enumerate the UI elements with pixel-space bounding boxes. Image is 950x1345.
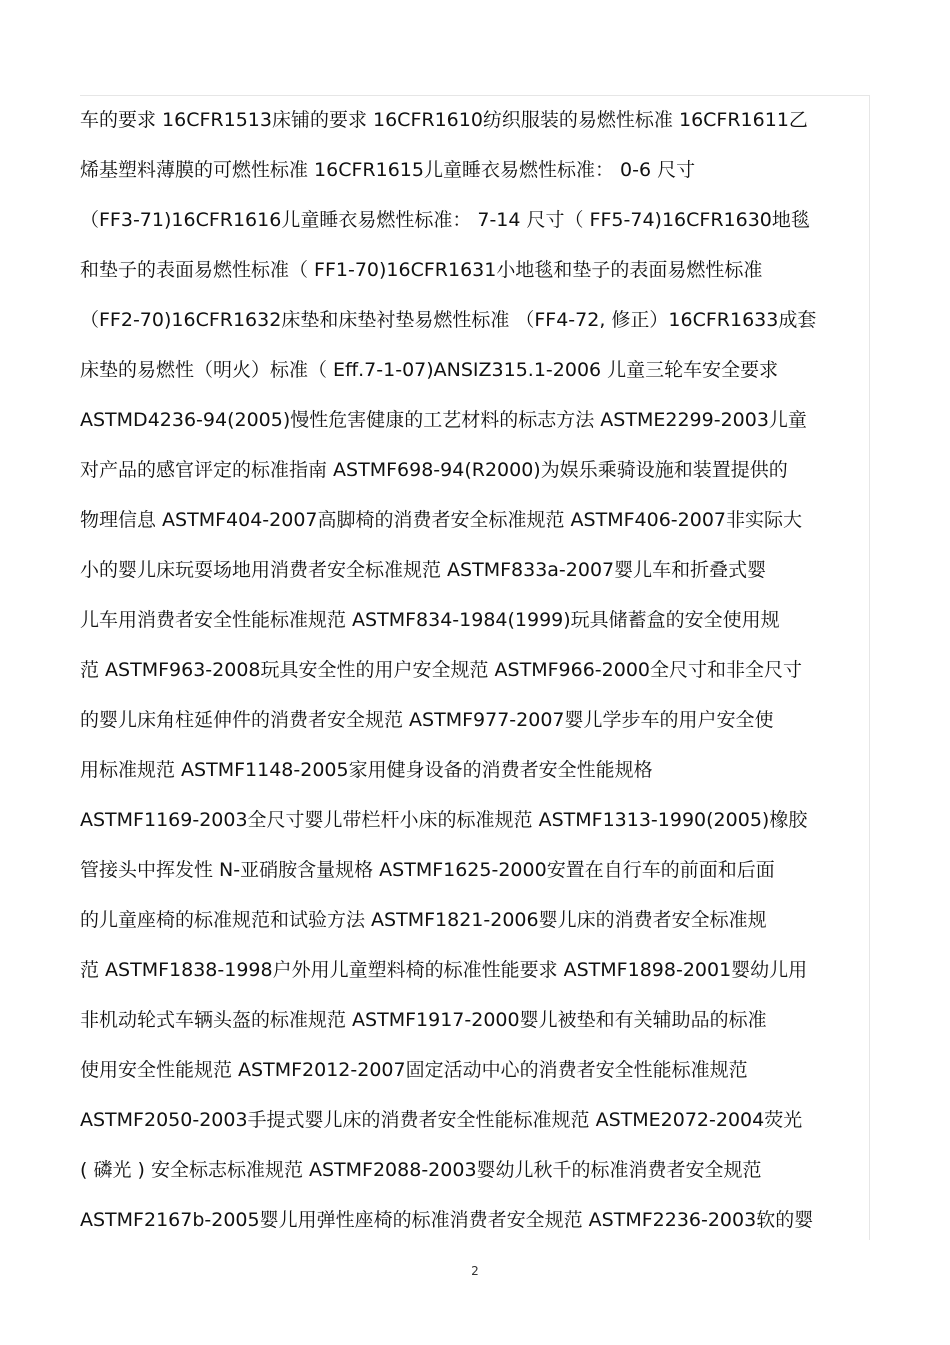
text-line: 使用安全性能规范 ASTMF2012-2007固定活动中心的消费者安全性能标准规范 [80,1059,748,1081]
text-line: ASTMF1169-2003全尺寸婴儿带栏杆小床的标准规范 ASTMF1313-1990(2005)橡胶 [80,809,808,831]
text-line: 范 ASTMF1838-1998户外用儿童塑料椅的标准性能要求 ASTMF1898-2001婴幼儿用 [80,959,808,981]
text-line: 非机动轮式车辆头盔的标准规范 ASTMF1917-2000婴儿被垫和有关辅助品的标准 [80,1009,767,1031]
text-line: 的儿童座椅的标准规范和试验方法 ASTMF1821-2006婴儿床的消费者安全标准规 [80,909,767,931]
text-line: （FF3-71)16CFR1616儿童睡衣易燃性标准： 7-14 尺寸（ FF5-74)16CFR1630地毯 [80,209,810,231]
text-line: ASTMD4236-94(2005)慢性危害健康的工艺材料的标志方法 ASTME2299-2003儿童 [80,409,807,431]
text-line: 用标准规范 ASTMF1148-2005家用健身设备的消费者安全性能规格 [80,759,653,781]
text-line: 和垫子的表面易燃性标准（ FF1-70)16CFR1631小地毯和垫子的表面易燃性标准 [80,259,763,281]
body-text [80,95,870,1245]
text-line: 范 ASTMF963-2008玩具安全性的用户安全规范 ASTMF966-2000全尺寸和非全尺寸 [80,659,803,681]
text-line: 床垫的易燃性（明火）标准（ Eff.7-1-07)ANSIZ315.1-2006 儿童三轮车安全要求 [80,359,779,381]
page-number: 2 [471,1264,479,1278]
text-line: 烯基塑料薄膜的可燃性标准 16CFR1615儿童睡衣易燃性标准： 0-6 尺寸 [80,159,696,181]
text-line: 物理信息 ASTMF404-2007高脚椅的消费者安全标准规范 ASTMF406-2007非实际大 [80,509,803,531]
text-line: 车的要求 16CFR1513床铺的要求 16CFR1610纺织服装的易燃性标准 16CFR1611乙 [80,109,808,131]
text-line: ASTMF2167b-2005婴儿用弹性座椅的标准消费者安全规范 ASTMF2236-2003软的婴 [80,1209,814,1231]
text-line: ASTMF2050-2003手提式婴儿床的消费者安全性能标准规范 ASTME2072-2004荧光 [80,1109,803,1131]
text-line: 儿车用消费者安全性能标准规范 ASTMF834-1984(1999)玩具储蓄盒的安全使用规 [80,609,780,631]
text-line: 的婴儿床角柱延伸件的消费者安全规范 ASTMF977-2007婴儿学步车的用户安全使 [80,709,774,731]
text-line: 管接头中挥发性 N-亚硝胺含量规格 ASTMF1625-2000安置在自行车的前面和后面 [80,859,775,881]
text-line: ( 磷光 ) 安全标志标准规范 ASTMF2088-2003婴幼儿秋千的标准消费者安全规范 [80,1159,762,1181]
text-line: （FF2-70)16CFR1632床垫和床垫衬垫易燃性标准 （FF4-72, 修正）16CFR1633成套 [80,309,817,331]
text-line: 对产品的感官评定的标准指南 ASTMF698-94(R2000)为娱乐乘骑设施和装置提供的 [80,459,788,481]
text-line: 小的婴儿床玩耍场地用消费者安全标准规范 ASTMF833a-2007婴儿车和折叠式婴 [80,559,767,581]
